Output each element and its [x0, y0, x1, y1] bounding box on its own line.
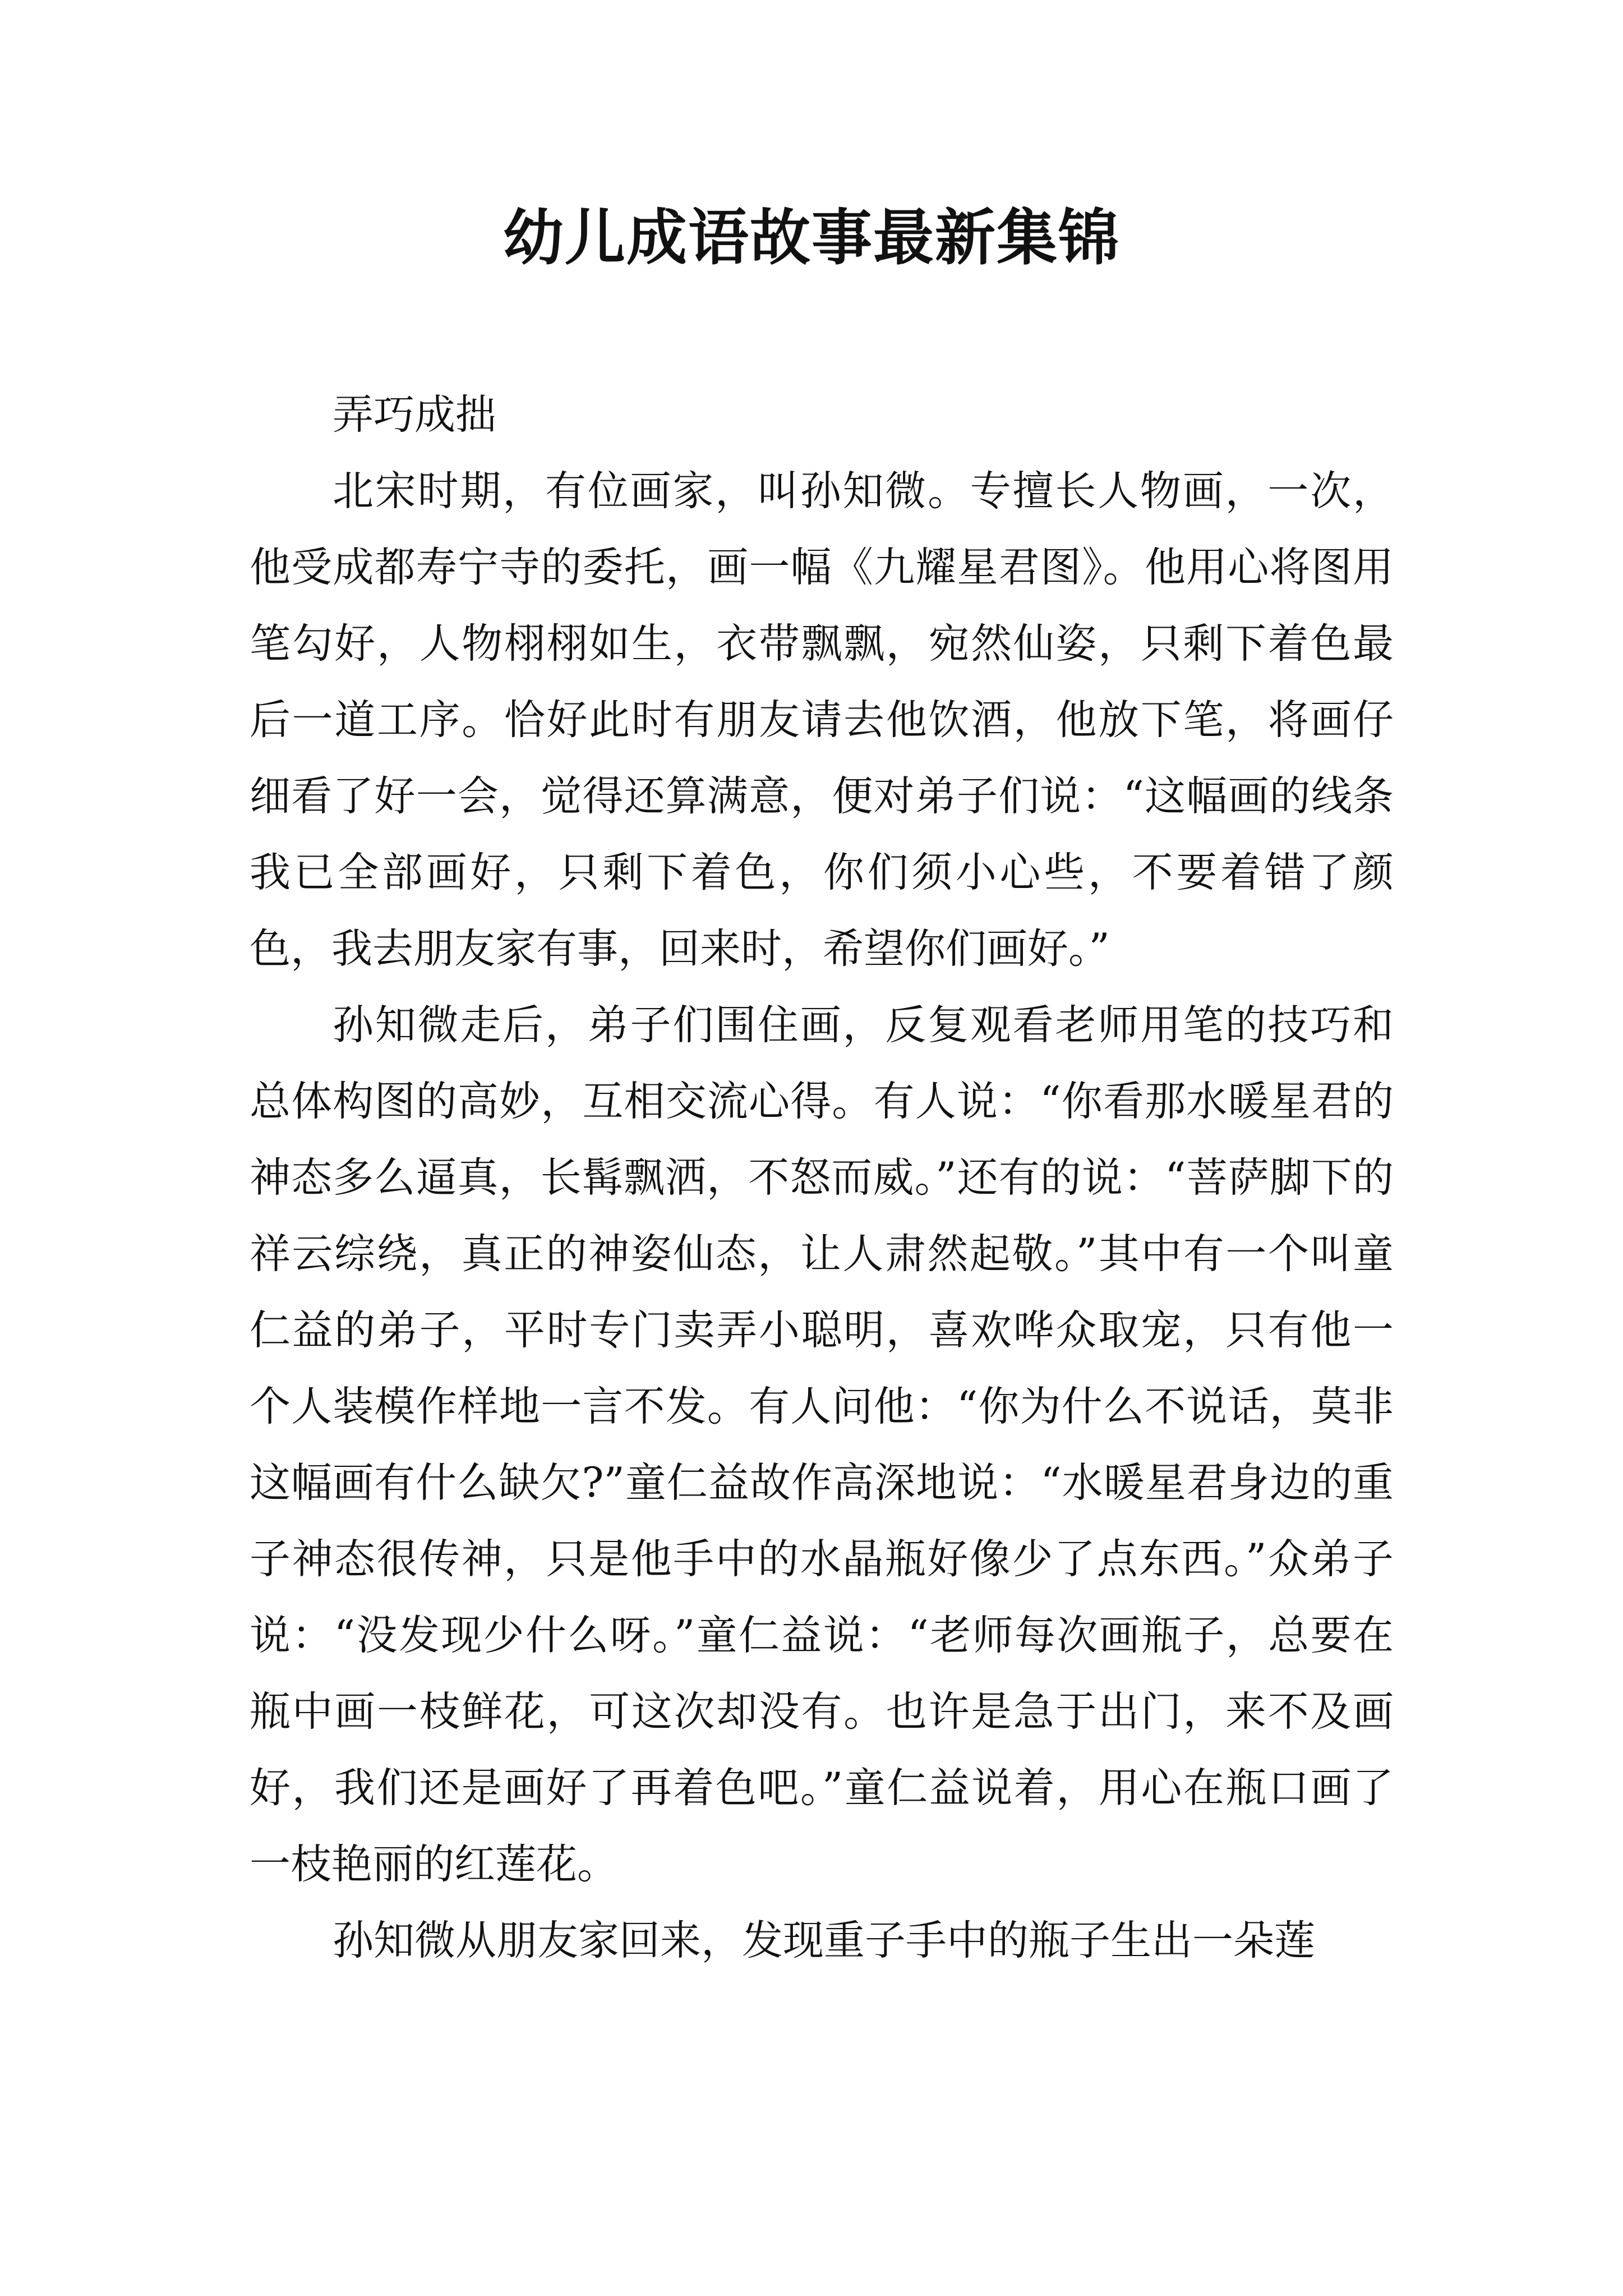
- story-heading: 弄巧成拙: [333, 391, 496, 439]
- document-title: 幼儿成语故事最新集锦: [502, 203, 1120, 273]
- paragraph-2: 孙知微走后，弟子们围住画，反复观看老师用笔的技巧和总体构图的高妙，互相交流心得。有人说：“你看那水暖星君的神态多么逼真，长髯飘洒，不怒而威。”还有的说：“菩萨脚下的祥云综绕，真正的神姿仙态，让人肃然起敬。”其中有一个叫童仁益的弟子，平时专门卖弄小聪明，喜欢哗众取宠，只有他一个人装模作样地一言不发。有人问他：“你为什么不说话，莫非这幅画有什么缺欠?”童仁益故作高深地说：“水暖星君身边的重子神态很传神，只是他手中的水晶瓶好像少了点东西。”众弟子说：“没发现少什么呀。”童仁益说：“老师每次画瓶子，总要在瓶中画一枝鲜花，可这次却没有。也许是急于出门，来不及画好，我们还是画好了再着色吧。”童仁益说着，用心在瓶口画了一枝艳丽的红莲花。: [250, 1001, 1394, 1888]
- document-body: [250, 377, 1394, 1979]
- paragraph-3: 孙知微从朋友家回来，发现重子手中的瓶子生出一朵莲: [333, 1917, 1315, 1964]
- paragraph-1: 北宋时期，有位画家，叫孙知微。专擅长人物画，一次，他受成都寿宁寺的委托，画一幅《九耀星君图》。他用心将图用笔勾好，人物栩栩如生，衣带飘飘，宛然仙姿，只剩下着色最后一道工序。恰好此时有朋友请去他饮酒，他放下笔，将画仔细看了好一会，觉得还算满意，便对弟子们说：“这幅画的线条我已全部画好，只剩下着色，你们须小心些，不要着错了颜色，我去朋友家有事，回来时，希望你们画好。”: [250, 467, 1394, 973]
